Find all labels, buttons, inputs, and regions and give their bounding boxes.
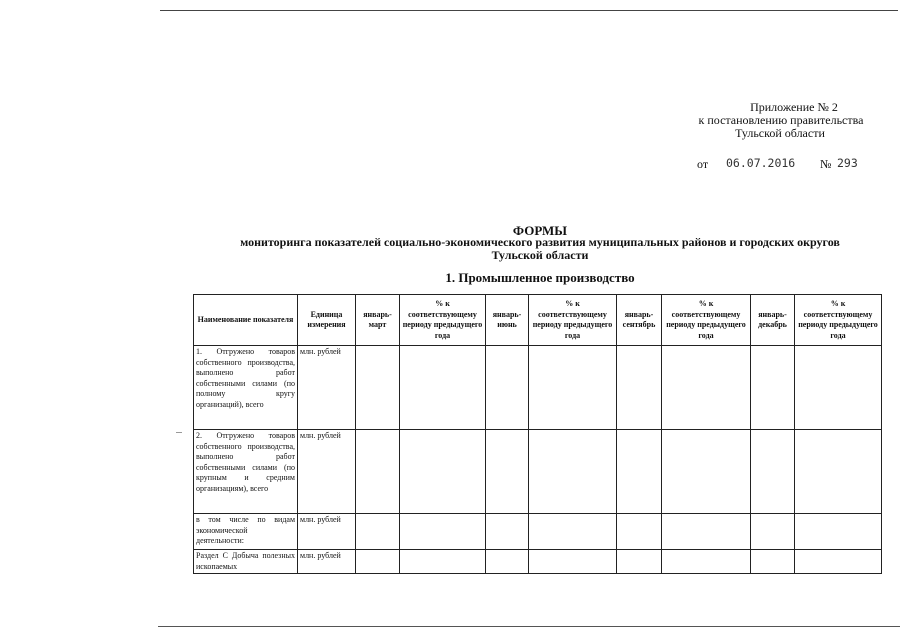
table-cell[interactable]: [795, 514, 882, 550]
header-indicator-name: Наименование показателя: [194, 295, 298, 346]
row-unit: млн. рублей: [298, 430, 356, 514]
monitoring-table: [193, 294, 882, 574]
margin-tick: [176, 432, 182, 433]
appendix-number: Приложение № 2: [750, 100, 838, 114]
table-cell[interactable]: [356, 514, 400, 550]
table-cell[interactable]: [400, 346, 486, 430]
document-subtitle: мониторинга показателей социально-экономического развития муниципальных районов и городских округов Тульской области: [240, 235, 840, 262]
table-cell[interactable]: [662, 346, 751, 430]
table-row: [194, 514, 882, 550]
decree-date: 06.07.2016: [726, 156, 796, 170]
row-unit: млн. рублей: [298, 550, 356, 574]
table-cell[interactable]: [751, 514, 795, 550]
table-cell[interactable]: [400, 514, 486, 550]
table-cell[interactable]: [486, 514, 529, 550]
table-cell[interactable]: [400, 430, 486, 514]
table-cell[interactable]: [617, 430, 662, 514]
table-cell[interactable]: [356, 550, 400, 574]
table-cell[interactable]: [356, 430, 400, 514]
header-pct-q1: % к соответствующему периоду предыдущего года: [400, 295, 486, 346]
document-title: ФОРМЫ: [512, 223, 568, 238]
table-cell[interactable]: [751, 346, 795, 430]
header-jan-dec: январь-декабрь: [751, 295, 795, 346]
row-name: 2. Отгружено товаров собственного производства, выполнено работ собственными силами (по крупным и средним организациям), всего: [194, 430, 298, 514]
row-name: 1. Отгружено товаров собственного производства, выполнено работ собственными силами (по полному кругу организаций), всего: [194, 346, 298, 430]
table-row: [194, 430, 882, 514]
table-cell[interactable]: [751, 550, 795, 574]
row-name: в том числе по видам экономической деятельности:: [194, 514, 298, 550]
appendix-region: Тульской области: [735, 126, 825, 140]
header-unit: Единица измерения: [298, 295, 356, 346]
table-cell[interactable]: [795, 346, 882, 430]
decree-number: 293: [837, 156, 858, 170]
header-pct-9m: % к соответствующему периоду предыдущего года: [662, 295, 751, 346]
row-unit: млн. рублей: [298, 514, 356, 550]
header-jan-jun: январь-июнь: [486, 295, 529, 346]
bottom-rule: [158, 626, 900, 627]
top-rule: [160, 10, 898, 11]
table-cell[interactable]: [617, 514, 662, 550]
header-jan-mar: январь-март: [356, 295, 400, 346]
table-cell[interactable]: [529, 430, 617, 514]
header-jan-sep: январь-сентябрь: [617, 295, 662, 346]
appendix-block: [660, 101, 900, 140]
header-pct-h1: % к соответствующему периоду предыдущего года: [529, 295, 617, 346]
table-cell[interactable]: [529, 346, 617, 430]
table-cell[interactable]: [486, 550, 529, 574]
table-cell[interactable]: [617, 550, 662, 574]
section-title: 1. Промышленное производство: [445, 270, 635, 285]
row-unit: млн. рублей: [298, 346, 356, 430]
table-cell[interactable]: [617, 346, 662, 430]
table-cell[interactable]: [795, 430, 882, 514]
table-cell[interactable]: [400, 550, 486, 574]
header-pct-year: % к соответствующему периоду предыдущего года: [795, 295, 882, 346]
table-cell[interactable]: [662, 514, 751, 550]
table-cell[interactable]: [356, 346, 400, 430]
table-cell[interactable]: [529, 550, 617, 574]
table-cell[interactable]: [795, 550, 882, 574]
table-cell[interactable]: [529, 514, 617, 550]
table-cell[interactable]: [662, 550, 751, 574]
table-cell[interactable]: [486, 346, 529, 430]
table-cell[interactable]: [662, 430, 751, 514]
appendix-decree-ref: к постановлению правительства: [698, 113, 864, 127]
table-cell[interactable]: [751, 430, 795, 514]
table-row: [194, 346, 882, 430]
table-cell[interactable]: [486, 430, 529, 514]
row-name: Раздел С Добыча полезных ископаемых: [194, 550, 298, 574]
table-row: [194, 550, 882, 574]
date-prefix: от: [697, 157, 709, 171]
table-header-row: [194, 295, 882, 346]
number-sign: №: [820, 157, 832, 171]
